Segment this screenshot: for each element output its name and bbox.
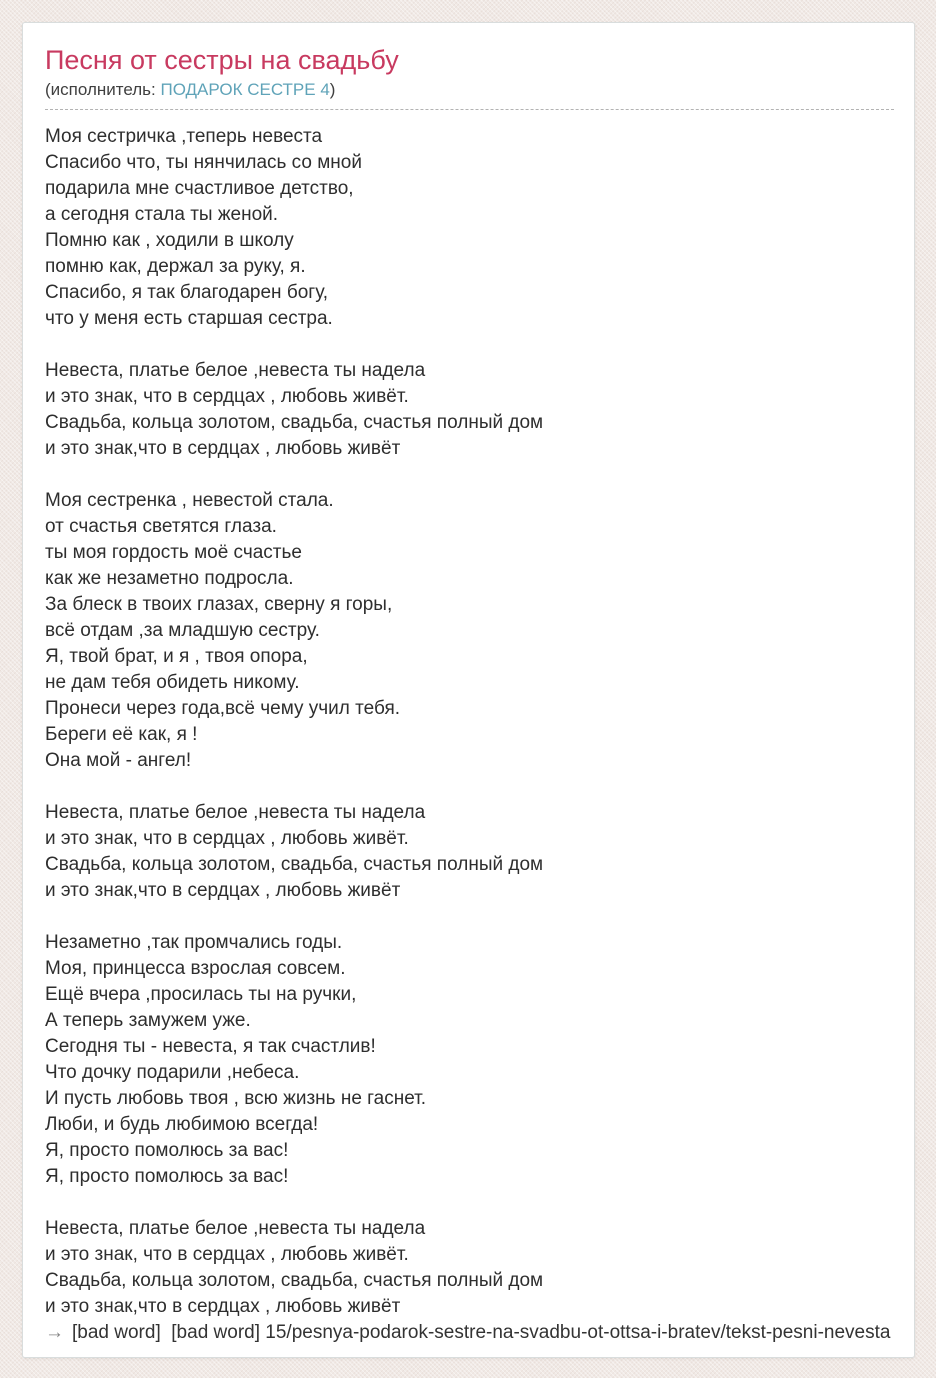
lyric-line: Что дочку подарили ,небеса.: [45, 1062, 300, 1084]
lyric-line: Моя, принцесса взрослая совсем.: [45, 958, 346, 980]
artist-link[interactable]: ПОДАРОК СЕСТРЕ 4: [160, 80, 330, 100]
lyric-line: Невеста, платье белое ,невеста ты надела: [45, 1218, 426, 1240]
lyric-line: За блеск в твоих глазах, сверну я горы,: [45, 594, 393, 616]
lyric-line: и это знак,что в сердцах , любовь живёт: [45, 1296, 401, 1318]
lyric-line: и это знак, что в сердцах , любовь живёт.: [45, 1244, 409, 1266]
source-path-line: [45, 1320, 914, 1346]
lyric-line: от счастья светятся глаза.: [45, 516, 277, 538]
stanza: [45, 1216, 894, 1320]
lyric-line: Я, просто помолюсь за вас!: [45, 1166, 289, 1188]
lyric-line: ты моя гордость моё счастье: [45, 542, 302, 564]
artist-prefix: (исполнитель:: [45, 80, 161, 100]
lyric-line: Сегодня ты - невеста, я так счастлив!: [45, 1036, 376, 1058]
artist-line: [45, 80, 894, 110]
lyric-line: а сегодня стала ты женой.: [45, 204, 279, 226]
source-path: [bad word] [bad word] 15/pesnya-podarok-sestre-na-svadbu-ot-ottsa-i-bratev/tekst-pesni-nevesta: [72, 1322, 891, 1344]
page-title: Песня от сестры на свадьбу: [45, 45, 399, 75]
lyric-line: и это знак, что в сердцах , любовь живёт.: [45, 828, 409, 850]
lyric-line: что у меня есть старшая сестра.: [45, 308, 333, 330]
lyric-line: Невеста, платье белое ,невеста ты надела: [45, 802, 426, 824]
lyric-line: Спасибо, я так благодарен богу,: [45, 282, 329, 304]
lyric-line: И пусть любовь твоя , всю жизнь не гаснет.: [45, 1088, 427, 1110]
lyric-line: Береги её как, я !: [45, 724, 198, 746]
lyric-line: как же незаметно подросла.: [45, 568, 294, 590]
lyric-line: и это знак,что в сердцах , любовь живёт: [45, 438, 401, 460]
lyric-line: подарила мне счастливое детство,: [45, 178, 354, 200]
lyric-line: Она мой - ангел!: [45, 750, 192, 772]
stanza: [45, 124, 894, 332]
stanza: [45, 930, 894, 1190]
lyric-line: Свадьба, кольца золотом, свадьба, счастья полный дом: [45, 412, 544, 434]
lyric-line: Ещё вчера ,просилась ты на ручки,: [45, 984, 357, 1006]
lyric-line: А теперь замужем уже.: [45, 1010, 251, 1032]
lyric-line: Я, просто помолюсь за вас!: [45, 1140, 289, 1162]
lyric-line: и это знак, что в сердцах , любовь живёт.: [45, 386, 409, 408]
lyric-line: Пронеси через года,всё чему учил тебя.: [45, 698, 401, 720]
lyric-line: и это знак,что в сердцах , любовь живёт: [45, 880, 401, 902]
lyric-line: всё отдам ,за младшую сестру.: [45, 620, 320, 642]
stanza: [45, 800, 894, 904]
lyric-line: Моя сестричка ,теперь невеста: [45, 126, 323, 148]
lyric-line: Свадьба, кольца золотом, свадьба, счастья полный дом: [45, 854, 544, 876]
stanza: [45, 358, 894, 462]
lyric-line: Моя сестренка , невестой стала.: [45, 490, 334, 512]
lyrics-text: [45, 124, 894, 1320]
lyric-line: не дам тебя обидеть никому.: [45, 672, 300, 694]
artist-suffix: ): [329, 80, 336, 100]
lyric-line: Свадьба, кольца золотом, свадьба, счастья полный дом: [45, 1270, 544, 1292]
lyrics-card: [22, 22, 915, 1358]
lyric-line: Помню как , ходили в школу: [45, 230, 294, 252]
lyric-line: Я, твой брат, и я , твоя опора,: [45, 646, 308, 668]
lyric-line: Спасибо что, ты нянчилась со мной: [45, 152, 362, 174]
arrow-right-icon: →: [45, 1322, 64, 1344]
lyric-line: помню как, держал за руку, я.: [45, 256, 306, 278]
lyric-line: Незаметно ,так промчались годы.: [45, 932, 343, 954]
stanza: [45, 488, 894, 774]
lyric-line: Невеста, платье белое ,невеста ты надела: [45, 360, 426, 382]
lyric-line: Люби, и будь любимою всегда!: [45, 1114, 319, 1136]
